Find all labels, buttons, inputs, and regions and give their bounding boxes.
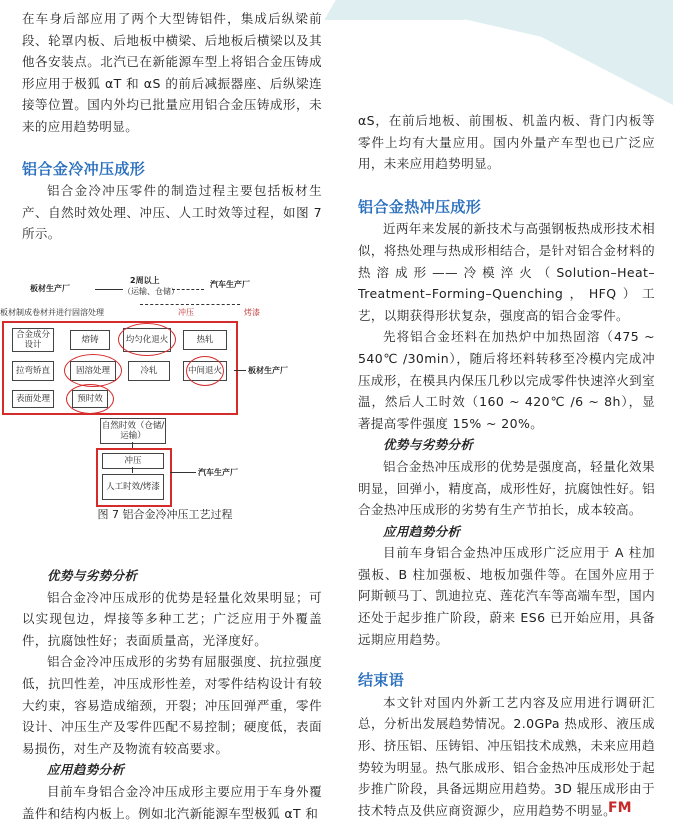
arrow-top-3 xyxy=(140,304,240,305)
paragraph-cold-process: 铝合金冷冲压零件的制造过程主要包括板材生产、自然时效处理、冲压、人工时效等过程，如图 7 所示。 xyxy=(22,183,322,242)
figure-cold-stamping-process xyxy=(0,268,330,506)
box-alloy-design: 合金成分设计 xyxy=(12,328,54,352)
subheading-trend-hot: 应用趋势分析 xyxy=(383,523,461,539)
arrow-side-1 xyxy=(234,370,246,371)
subheading-advantages-hot: 优势与劣势分析 xyxy=(383,437,474,453)
heading-cold-stamping: 铝合金冷冲压成形 xyxy=(22,159,146,178)
box-surface-treatment: 表面处理 xyxy=(12,390,54,408)
box-solution-treatment: 固溶处理 xyxy=(70,361,116,381)
arrow-top-2 xyxy=(172,289,204,290)
paragraph-disadvantages-cold: 铝合金冷冲压成形的劣势有屈服强度、抗拉强度低，抗凹性差，冲压成形性差，对零件结构设计有较大约束，容易造成缩颈，开裂；冲压回弹严重，零件设计、冲压生产及零件匹配不易控制；硬度低，表面易损伤，对生产及物流有较高要求。 xyxy=(22,654,322,756)
right-column xyxy=(358,110,655,821)
highlight-intermediate-annealing xyxy=(186,356,224,386)
arrow-side-2 xyxy=(170,472,196,473)
figure-label-stamping-line: 冲压 xyxy=(178,308,194,317)
arrow-down-2 xyxy=(132,467,133,473)
left-column-lower xyxy=(22,565,322,824)
figure-side-label-plate-factory: 板材生产厂 xyxy=(248,366,288,375)
figure-label-coil: 板材制成卷材并进行固溶处理 xyxy=(0,308,104,317)
box-intermediate-annealing: 中间退火 xyxy=(183,361,227,381)
heading-hot-stamping: 铝合金热冲压成形 xyxy=(358,197,482,216)
figure-caption: 图 7 铝合金冷冲压工艺过程 xyxy=(97,508,233,521)
paragraph-advantages-cold: 铝合金冷冲压成形的优势是轻量化效果明显；可以实现包边，焊接等多种工艺；广泛应用于外覆盖件，抗腐蚀性好；表面质量高，光泽度好。 xyxy=(22,589,322,648)
highlight-solution-treatment xyxy=(64,354,122,387)
figure-label-transport: （运输、仓储） xyxy=(123,287,179,296)
publication-logo: FM xyxy=(608,800,632,816)
box-tension-leveling: 拉弯矫直 xyxy=(12,361,54,381)
figure-side-label-auto-factory: 汽车生产厂 xyxy=(198,468,238,477)
heading-conclusion: 结束语 xyxy=(358,671,405,690)
paragraph-continued: αS，在前后地板、前围板、机盖内板、背门内板等零件上均有大量应用。国内外量产车型也已广泛应用，未来应用趋势明显。 xyxy=(358,113,655,172)
paragraph-hot-intro: 近两年来发展的新技术与高强钢板热成形技术相似，将热处理与热成形相结合，是针对铝合金材料的热溶成形——冷模淬火（Solution–Heat–Treatment–Forming–Quenching，HFQ）工艺，以期获得形状复杂，强度高的铝合金零件。 xyxy=(358,221,655,323)
box-artificial-aging: 人工时效/烤漆 xyxy=(102,474,164,500)
subheading-trend-cold: 应用趋势分析 xyxy=(47,762,125,778)
highlight-pre-aging xyxy=(66,384,114,414)
paragraph-conclusion: 本文针对国内外新工艺内容及应用进行调研汇总，分析出发展趋势情况。2.0GPa 热成形、液压成形、挤压铝、压铸铝、冲压铝技术成熟，未来应用趋势较为明显。热气胀成形、铝合金热冲压成形处于起步推广阶段，具备远期应用趋势。3D 辊压成形由于技术特点及供应商资源少，应用趋势不明显。 xyxy=(358,694,655,818)
paragraph-hot-process: 先将铝合金坯料在加热炉中加热固溶（475 ~ 540℃ /30min），随后将坯料转移至冷模内完成冲压成形，在模具内保压几秒以完成零件快速淬火到室温，然后人工时效（160 ~ 420℃ /6 ~ 8h），显著提高零件强度 15% ~ 20%。 xyxy=(358,329,655,431)
subheading-advantages-cold: 优势与劣势分析 xyxy=(47,568,138,583)
box-hot-rolling: 热轧 xyxy=(183,330,227,350)
highlight-homogenizing xyxy=(118,323,176,356)
box-natural-aging: 自然时效（仓储/运输） xyxy=(100,418,166,444)
paragraph-intro: 在车身后部应用了两个大型铸铝件，集成后纵梁前段、轮罩内板、后地板中横梁、后地板后横梁以及其他各安装点。北汽已在新能源车型上将铝合金压铸成形应用于极狐 αT 和 αS 的前后减振器座、后纵梁连接等位置。国内外均已批量应用铝合金压铸成形，未来的应用趋势明显。 xyxy=(22,11,322,134)
box-cold-rolling: 冷轧 xyxy=(128,361,170,381)
box-stamping: 冲压 xyxy=(102,453,164,469)
box-pre-aging: 预时效 xyxy=(72,390,108,408)
figure-label-paint-bake: 烤漆 xyxy=(244,308,260,317)
paragraph-advantages-hot: 铝合金热冲压成形的优势是强度高，轻量化效果明显，回弹小，精度高，成形性好，抗腐蚀性好。铝合金热冲压成形的劣势有生产节拍长，成本较高。 xyxy=(358,458,655,518)
paragraph-trend-hot: 目前车身铝合金热冲压成形广泛应用于 A 柱加强板、B 柱加强板、地板加强件等。在国外应用于阿斯顿马丁、凯迪拉克、莲花汽车等高端车型，国内还处于起步推广阶段，蔚来 ES6 已开始应用，具备远期应用趋势。 xyxy=(358,545,655,647)
box-homogenizing: 均匀化退火 xyxy=(123,328,171,352)
figure-label-two-weeks: 2周以上 xyxy=(130,276,160,285)
box-casting: 熔铸 xyxy=(70,330,110,350)
figure-label-auto-factory-top: 汽车生产厂 xyxy=(210,280,250,289)
figure-label-plate-factory: 板材生产厂 xyxy=(30,284,70,293)
paragraph-trend-cold: 目前车身铝合金冷冲压成形主要应用于车身外覆盖件和结构内板上。例如北汽新能源车型极狐 αT 和 xyxy=(22,783,322,821)
arrow-top-1 xyxy=(95,289,123,290)
left-column xyxy=(22,8,322,245)
